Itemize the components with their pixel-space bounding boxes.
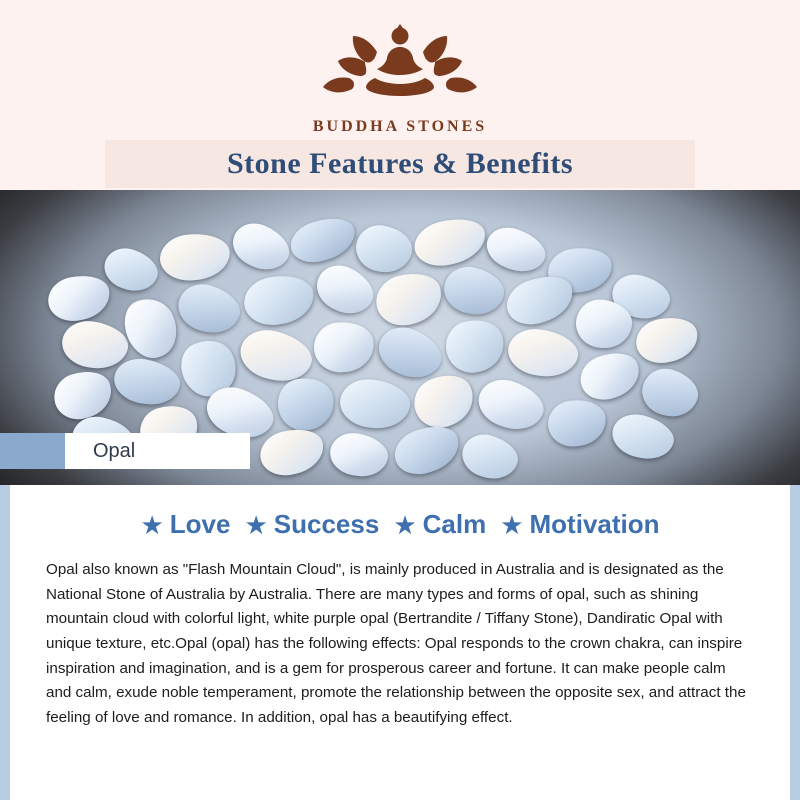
star-icon: ★: [244, 509, 268, 540]
product-photo: [0, 190, 800, 485]
star-icon: ★: [393, 509, 417, 540]
star-icon: ★: [500, 509, 524, 540]
brand-name: BUDDHA STONES: [312, 118, 488, 135]
caption-accent: [0, 433, 65, 469]
brand-logo: [0, 18, 800, 136]
stone-name-caption: Opal: [93, 439, 136, 462]
section-title-band: [105, 140, 695, 188]
benefits-list: [10, 485, 790, 540]
benefit-label: Love: [169, 509, 231, 539]
description-paragraph: Opal also known as "Flash Mountain Cloud", is mainly produced in Australia and is designated as the National Stone of Australia by Australia. There are many types and forms of opal, such as shining mountain cloud with colorful light, white purple opal (Bertrandite / Tiffany Stone), Dandiratic Opal with unique texture, etc.Opal (opal) has the following effects: Opal responds to the crown chakra, can inspire inspiration and imagination, and is a gem for prosperous career and fortune. It can make people calm and calm, exude noble temperament, promote the relationship between the opposite sex, and attract the feeling of love and romance. In addition, opal has a beautifying effect.: [46, 561, 746, 726]
benefit-label: Calm: [422, 509, 487, 539]
benefit-item-calm: [393, 509, 486, 540]
star-icon: ★: [140, 509, 164, 540]
benefit-item-success: [244, 509, 379, 540]
description-section: [0, 485, 800, 800]
lotus-meditation-icon: [305, 18, 495, 114]
caption-band: [65, 433, 250, 469]
footer-spacer: [10, 784, 790, 800]
header-section: [0, 0, 800, 190]
page-title: Stone Features & Benefits: [226, 147, 574, 180]
benefit-item-motivation: [500, 509, 659, 540]
benefit-item-love: [140, 509, 230, 540]
benefit-label: Motivation: [529, 509, 660, 539]
benefit-label: Success: [273, 509, 380, 539]
